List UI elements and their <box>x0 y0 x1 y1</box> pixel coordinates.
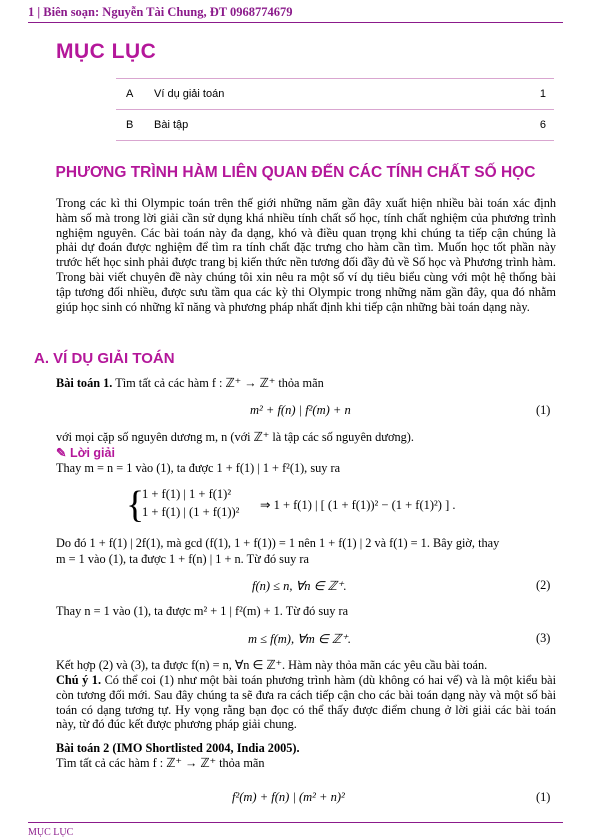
problem-2-label: Bài toán 2 (IMO Shortlisted 2004, India 2005). <box>56 741 300 755</box>
system-line-1: 1 + f(1) | 1 + f(1)² <box>142 487 232 501</box>
equation-number: (3) <box>536 631 551 645</box>
solution-line: Thay n = 1 vào (1), ta được m² + 1 | f²(m) + 1. Từ đó suy ra <box>56 604 349 618</box>
equation-number: (1) <box>536 790 551 804</box>
table-of-contents <box>116 78 554 141</box>
note-paragraph <box>56 673 556 732</box>
toc-title: MỤC LỤC <box>56 40 157 63</box>
system-line-2: 1 + f(1) | (1 + f(1))² <box>142 505 240 519</box>
toc-text: Ví dụ giải toán <box>154 88 225 100</box>
toc-page: 6 <box>539 119 546 131</box>
toc-letter: B <box>126 119 134 131</box>
system-result: ⇒ 1 + f(1) | [ (1 + f(1))² − (1 + f(1)²) ] . <box>260 498 456 512</box>
system-brace: { <box>126 484 145 526</box>
page-footer: MỤC LỤC <box>28 822 563 838</box>
equation-1: m² + f(n) | f²(m) + n <box>250 403 351 417</box>
page-header: 1 | Biên soạn: Nguyễn Tài Chung, ĐT 0968774679 <box>28 4 563 23</box>
note-text: Có thể coi (1) như một bài toán phương trình hàm (dù không có hai vế) và là một kiểu bài còn tương đối mới. Sau đây chúng ta sẽ đưa ra cách tiếp cận cho các bài toán dạng này và một số bài toán có dạng tương tự. Hy vọng rằng bạn đọc có thể thấy được điểm chung ở lời giải các bài toán này, từ đó đúc kết được phương pháp giải chung. <box>56 673 556 732</box>
toc-item[interactable] <box>116 110 554 141</box>
section-heading: A. VÍ DỤ GIẢI TOÁN <box>34 350 175 367</box>
problem-1-condition: với mọi cặp số nguyên dương m, n (với ℤ⁺ là tập các số nguyên dương). <box>56 430 414 444</box>
equation-2: f(n) ≤ n, ∀n ∈ ℤ⁺. <box>252 579 347 593</box>
toc-letter: A <box>126 88 134 100</box>
equation-3: m ≤ f(m), ∀m ∈ ℤ⁺. <box>248 632 351 646</box>
equation-number: (2) <box>536 578 551 592</box>
solution-line: m = 1 vào (1), ta được 1 + f(n) | 1 + n. Từ đó suy ra <box>56 552 309 566</box>
toc-text: Bài tập <box>154 119 189 131</box>
toc-item[interactable] <box>116 78 554 110</box>
problem-1-text: Tìm tất cả các hàm f : ℤ⁺ → ℤ⁺ thỏa mãn <box>112 376 324 390</box>
equation-4: f²(m) + f(n) | (m² + n)² <box>232 790 345 804</box>
solution-line: Thay m = n = 1 vào (1), ta được 1 + f(1) | 1 + f²(1), suy ra <box>56 461 341 475</box>
problem-1-label: Bài toán 1. <box>56 376 113 390</box>
problem-1-statement <box>56 376 324 391</box>
solution-label: ✎ Lời giải <box>56 446 115 460</box>
main-title: PHƯƠNG TRÌNH HÀM LIÊN QUAN ĐẾN CÁC TÍNH CHẤT SỐ HỌC <box>55 164 536 181</box>
intro-paragraph: Trong các kì thi Olympic toán trên thế giới những năm gần đây xuất hiện nhiều bài toán xác định hàm số mà trong lời giải cần sử dụng khá nhiều tính chất số học, tính chất nghiệm của phương trình nghiệm nguyên. Các bài toán này đa dạng, khó và điều quan trọng khi chúng ta tiếp cận chúng là phải dự đoán được nghiệm để tìm ra tính chất đặc trưng cho hàm cần tìm. Muốn học tốt phần này trước hết học sinh phải được trang bị kiến thức nền tương đối đầy đủ về Số học và Phương trình hàm. Trong bài viết chuyên đề này chúng tôi xin nêu ra một số ví dụ tiêu biểu cùng với một hệ thống bài tập tương đối nhiều, được sưu tầm qua các kỳ thi Olympic trong những năm gần đây, qua đó nhằm giúp học sinh có những kĩ năng và phương pháp nhất định khi tiếp cận những bài toán dạng này. <box>56 196 556 314</box>
note-label: Chú ý 1. <box>56 673 102 687</box>
solution-line: Do đó 1 + f(1) | 2f(1), mà gcd (f(1), 1 + f(1)) = 1 nên 1 + f(1) | 2 và f(1) = 1. Bây giờ, thay <box>56 536 500 550</box>
toc-page: 1 <box>539 88 546 100</box>
problem-2-text: Tìm tất cả các hàm f : ℤ⁺ → ℤ⁺ thỏa mãn <box>56 756 265 770</box>
equation-number: (1) <box>536 403 551 417</box>
solution-line: Kết hợp (2) và (3), ta được f(n) = n, ∀n ∈ ℤ⁺. Hàm này thỏa mãn các yêu cầu bài toán. <box>56 658 488 672</box>
